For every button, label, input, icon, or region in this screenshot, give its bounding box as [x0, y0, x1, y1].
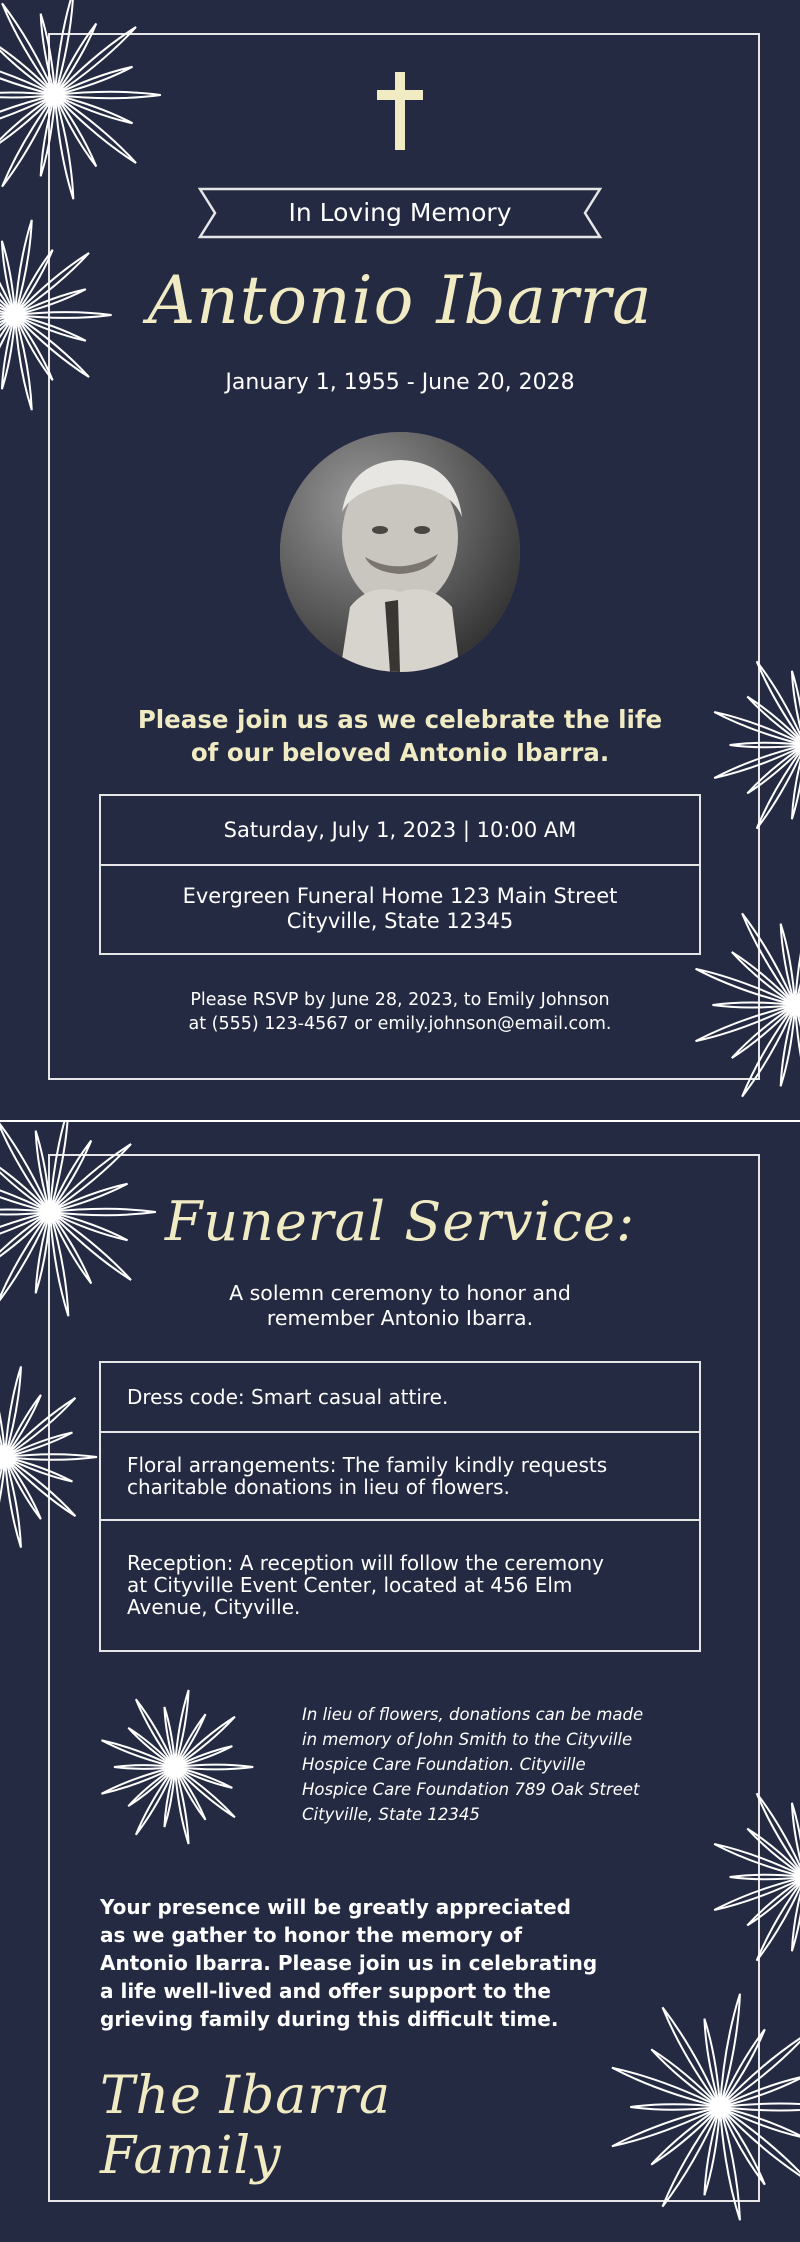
- closing-line: grieving family during this difficult time.: [100, 2007, 559, 2031]
- donation-line: Cityville, State 12345: [302, 1805, 480, 1824]
- donation-note: [302, 1702, 722, 1827]
- invitation-front-card: [0, 0, 800, 1120]
- event-details-box: [99, 794, 701, 955]
- detail-text: Floral arrangements: The family kindly requests: [127, 1453, 608, 1477]
- deceased-name: Antonio Ibarra: [147, 262, 653, 339]
- subtitle-line: remember Antonio Ibarra.: [266, 1306, 534, 1330]
- detail-text: Reception: A reception will follow the ceremony: [127, 1551, 605, 1575]
- flower-icon: [0, 1122, 165, 1327]
- detail-text: Dress code: Smart casual attire.: [127, 1385, 449, 1409]
- family-signature: The Ibarra Family: [100, 2066, 392, 2186]
- closing-line: as we gather to honor the memory of: [100, 1923, 523, 1947]
- event-venue-row: [101, 866, 699, 952]
- closing-line: Your presence will be greatly appreciated: [100, 1895, 571, 1919]
- closing-message: [100, 1893, 620, 2033]
- donation-line: In lieu of flowers, donations can be made: [302, 1705, 644, 1724]
- rsvp-line: at (555) 123-4567 or emily.johnson@email.com.: [188, 1014, 612, 1034]
- flower-icon: [0, 0, 170, 210]
- subtitle-line: A solemn ceremony to honor and: [229, 1281, 571, 1305]
- donation-line: Hospice Care Foundation 789 Oak Street: [302, 1780, 640, 1799]
- portrait-photo: [280, 432, 520, 672]
- service-details-box: [99, 1361, 701, 1652]
- portrait-image: [280, 432, 520, 672]
- event-datetime-row: [101, 796, 699, 866]
- venue-line: Cityville, State 12345: [286, 909, 514, 933]
- detail-text: at Cityville Event Center, located at 456 Elm: [127, 1573, 573, 1597]
- donation-line: Hospice Care Foundation. Cityville: [302, 1755, 586, 1774]
- invitation-back-card: [0, 1122, 800, 2242]
- flower-icon: [595, 1982, 800, 2232]
- invitation-line: Please join us as we celebrate the life: [137, 705, 663, 734]
- invitation-line: of our beloved Antonio Ibarra.: [190, 738, 610, 767]
- detail-row-dress-code: [101, 1363, 699, 1433]
- rsvp-note: [120, 988, 680, 1036]
- detail-row-floral: [101, 1433, 699, 1521]
- service-subtitle: [150, 1281, 650, 1331]
- closing-line: a life well-lived and offer support to the: [100, 1979, 551, 2003]
- flower-icon: [90, 1682, 260, 1852]
- detail-row-reception: [101, 1521, 699, 1649]
- banner-title: In Loving Memory: [288, 198, 512, 227]
- donation-line: in memory of John Smith to the Cityville: [302, 1730, 633, 1749]
- closing-line: Antonio Ibarra. Please join us in celebrating: [100, 1951, 598, 1975]
- venue-line: Evergreen Funeral Home 123 Main Street: [182, 884, 618, 908]
- cross-icon: [373, 70, 427, 152]
- event-datetime: Saturday, July 1, 2023 | 10:00 AM: [223, 817, 577, 842]
- rsvp-line: Please RSVP by June 28, 2023, to Emily Johnson: [190, 990, 610, 1010]
- life-dates: January 1, 1955 - June 20, 2028: [225, 370, 575, 395]
- detail-text: Avenue, Cityville.: [127, 1595, 301, 1619]
- flower-icon: [700, 640, 800, 850]
- service-title: Funeral Service:: [164, 1190, 636, 1253]
- invitation-message: [110, 703, 690, 769]
- detail-text: charitable donations in lieu of flowers.: [127, 1475, 510, 1499]
- flower-icon: [0, 1357, 105, 1557]
